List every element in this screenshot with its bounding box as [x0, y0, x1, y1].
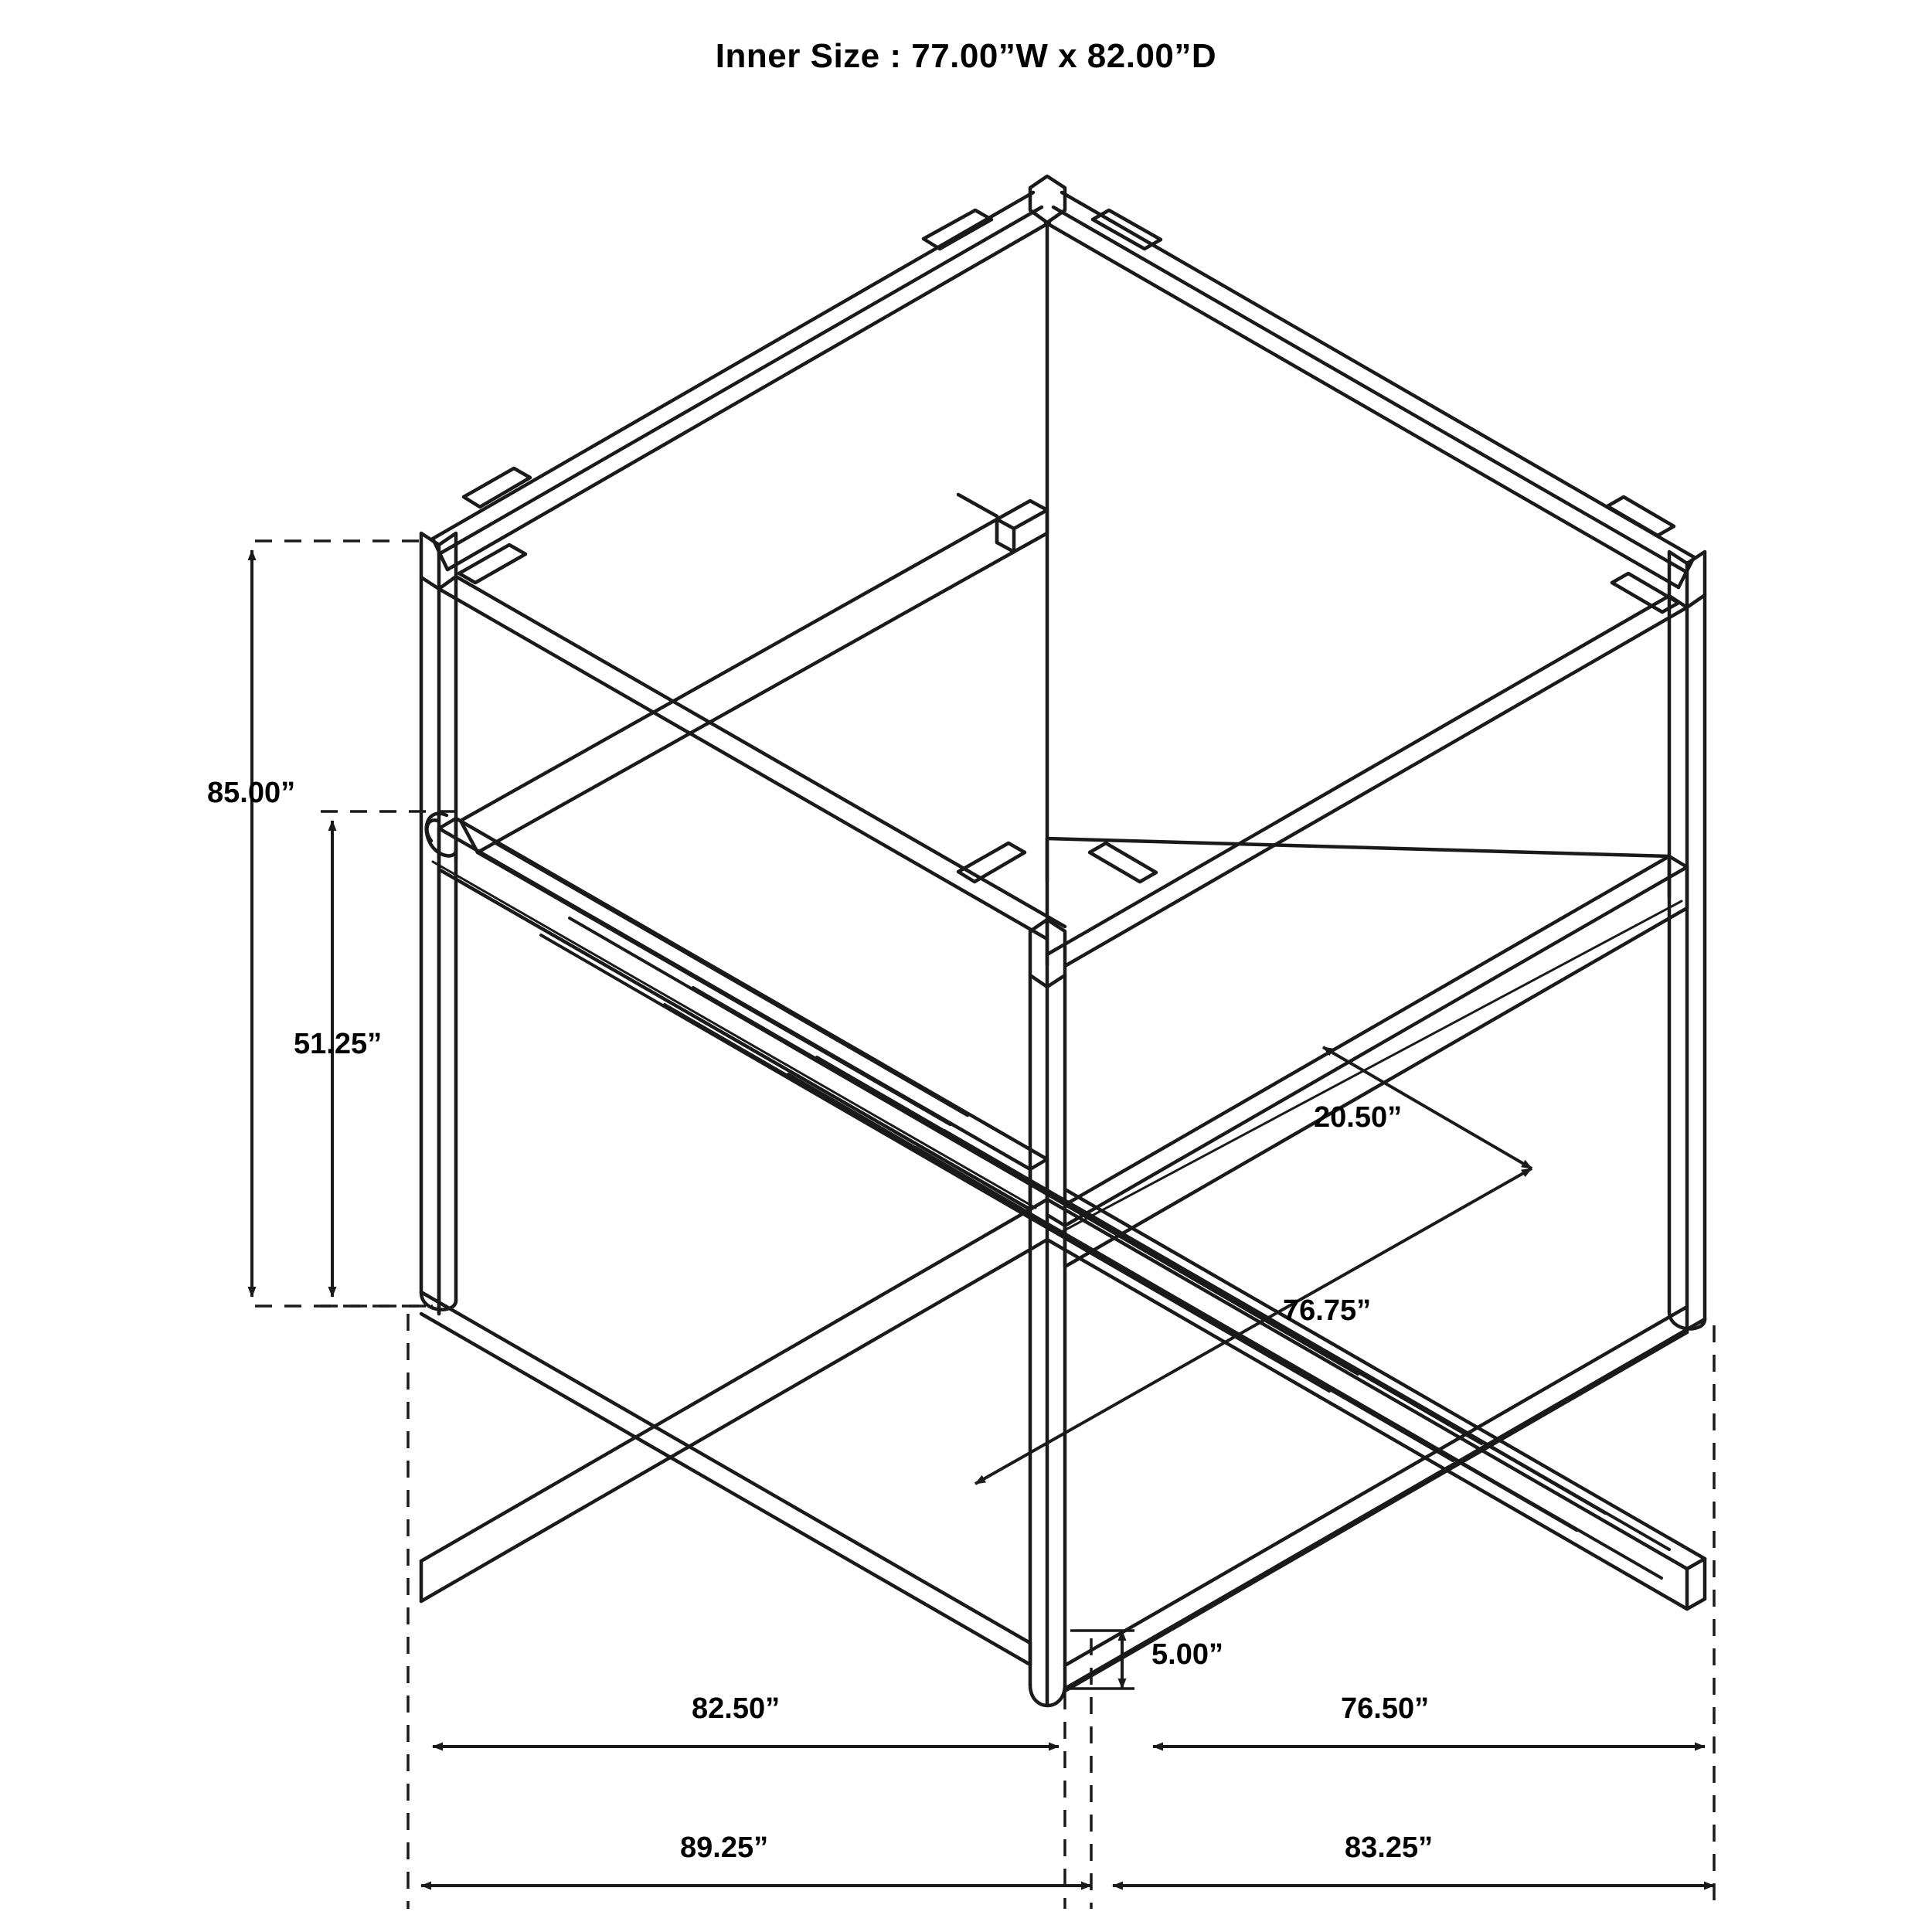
dim-label-clearance-500: 5.00” — [1151, 1638, 1223, 1671]
dim-label-depth-2050: 20.50” — [1314, 1101, 1403, 1134]
page-title: Inner Size : 77.00”W x 82.00”D — [715, 37, 1217, 75]
dim-label-height-85: 85.00” — [207, 777, 296, 809]
frame-geometry — [421, 176, 1705, 1706]
dim-label-width-7675: 76.75” — [1283, 1294, 1372, 1327]
dim-label-8325: 83.25” — [1345, 1832, 1434, 1864]
dimension-lines — [252, 541, 1714, 1909]
dim-label-8925: 89.25” — [680, 1832, 769, 1864]
dim-label-8250: 82.50” — [692, 1692, 781, 1725]
dim-label-height-5125: 51.25” — [294, 1028, 383, 1060]
dim-label-7650: 76.50” — [1341, 1692, 1430, 1725]
